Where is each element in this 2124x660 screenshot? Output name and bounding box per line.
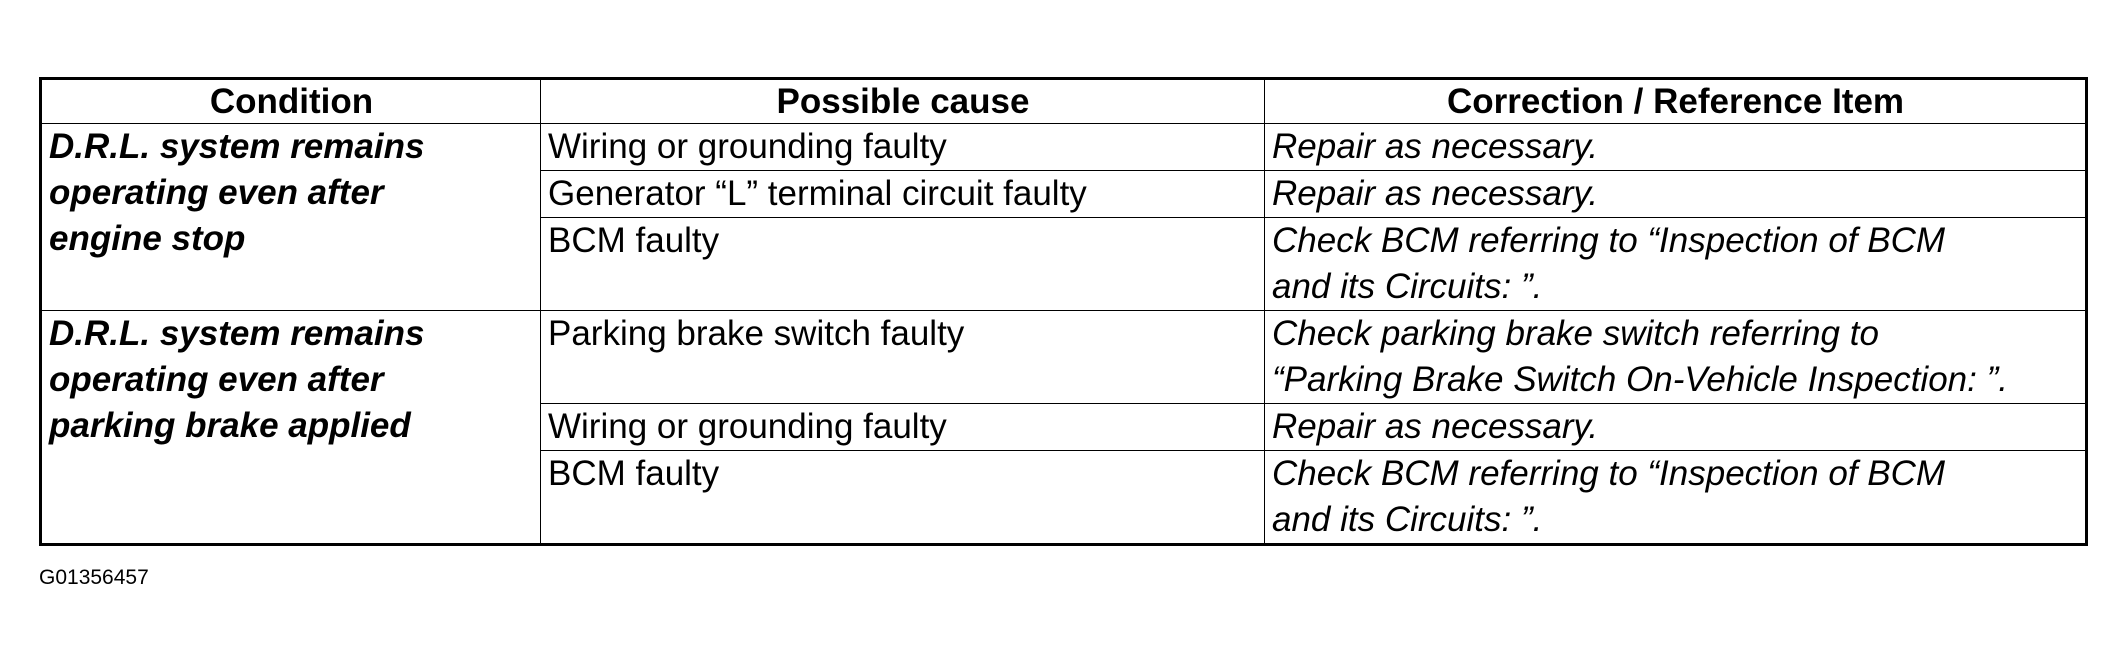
correction-line: and its Circuits: ”. xyxy=(1272,500,1543,539)
diagnosis-table xyxy=(39,77,2088,546)
condition-line: operating even after xyxy=(49,173,384,212)
correction-line: Check BCM referring to “Inspection of BCM xyxy=(1272,221,1946,260)
table-row xyxy=(41,311,2087,404)
condition-cell xyxy=(41,311,541,545)
correction-line: Check BCM referring to “Inspection of BCM xyxy=(1272,454,1946,493)
correction-cell xyxy=(1265,171,2087,218)
figure-id: G01356457 xyxy=(39,566,149,589)
condition-cell xyxy=(41,124,541,311)
correction-line: Repair as necessary. xyxy=(1272,127,1599,166)
correction-cell xyxy=(1265,311,2087,404)
header-row xyxy=(41,79,2087,124)
condition-line: operating even after xyxy=(49,360,384,399)
cause-cell: BCM faulty xyxy=(541,218,1265,311)
correction-line: Repair as necessary. xyxy=(1272,174,1599,213)
correction-cell xyxy=(1265,218,2087,311)
correction-cell xyxy=(1265,404,2087,451)
correction-line: Repair as necessary. xyxy=(1272,407,1599,446)
cause-cell: Wiring or grounding faulty xyxy=(541,404,1265,451)
correction-line: “Parking Brake Switch On-Vehicle Inspection: ”. xyxy=(1272,360,2008,399)
correction-cell xyxy=(1265,451,2087,545)
cause-cell: Wiring or grounding faulty xyxy=(541,124,1265,171)
table-row xyxy=(41,124,2087,171)
condition-line: engine stop xyxy=(49,219,246,258)
correction-line: and its Circuits: ”. xyxy=(1272,267,1543,306)
cause-cell: Parking brake switch faulty xyxy=(541,311,1265,404)
correction-cell xyxy=(1265,124,2087,171)
correction-line: Check parking brake switch referring to xyxy=(1272,314,1879,353)
header-correction: Correction / Reference Item xyxy=(1265,79,2087,124)
cause-cell: Generator “L” terminal circuit faulty xyxy=(541,171,1265,218)
header-possible-cause: Possible cause xyxy=(541,79,1265,124)
cause-cell: BCM faulty xyxy=(541,451,1265,545)
header-condition: Condition xyxy=(41,79,541,124)
condition-line: D.R.L. system remains xyxy=(49,314,425,353)
condition-line: D.R.L. system remains xyxy=(49,127,425,166)
condition-line: parking brake applied xyxy=(49,406,411,445)
